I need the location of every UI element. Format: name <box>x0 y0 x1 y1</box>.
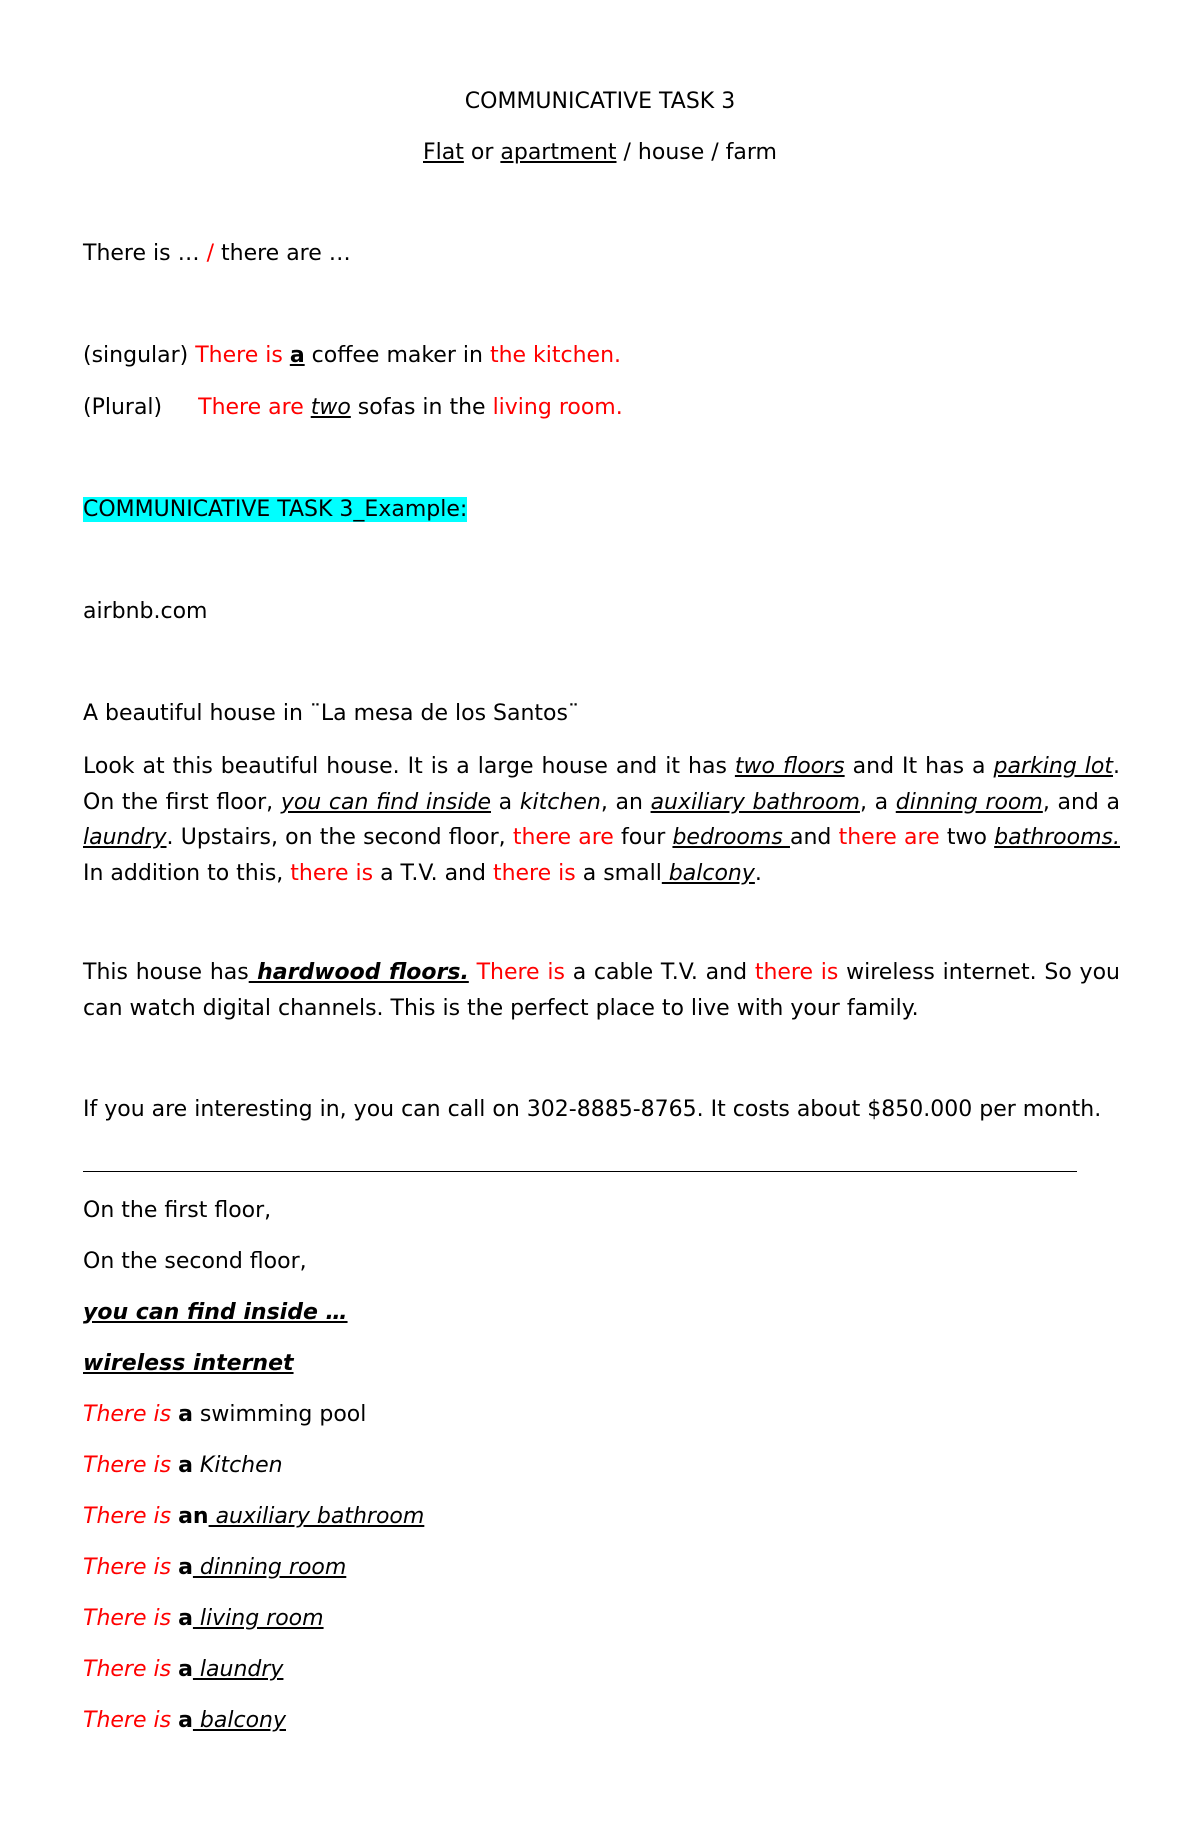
p1-text: , a <box>859 789 896 815</box>
p1-text: two <box>939 825 995 850</box>
subtitle-rest: / house / farm <box>616 140 777 165</box>
list-there-is: There is <box>83 1402 179 1427</box>
wireless-text: wireless internet <box>83 1351 294 1376</box>
title-text: COMMUNICATIVE TASK 3 <box>464 89 736 114</box>
p1-auxiliary-bathroom: auxiliary bathroom <box>650 789 860 815</box>
note-second-floor <box>83 1245 307 1279</box>
plural-there-are: There are <box>198 395 311 420</box>
list-item <box>83 1449 283 1483</box>
note-wireless <box>83 1347 294 1381</box>
there-are-text: there are … <box>214 241 351 266</box>
list-article: a <box>178 1708 193 1733</box>
first-floor-text: On the first floor, <box>83 1198 272 1223</box>
p2-text: a cable T.V. and <box>564 960 755 985</box>
list-item <box>83 1551 346 1585</box>
p1-text: In addition to this, <box>83 860 291 886</box>
list-there-is: There is <box>83 1708 179 1733</box>
slash: / <box>206 241 214 266</box>
find-inside-text: you can find inside … <box>83 1300 348 1325</box>
p1-kitchen: kitchen <box>519 789 601 815</box>
singular-article: a <box>289 343 305 368</box>
p1-bedrooms: bedrooms <box>672 825 790 850</box>
p3-text: If you are interesting in, you can call on 302-8885-8765. It costs about $850.000 per month. <box>83 1097 1102 1122</box>
subtitle-flat: Flat <box>423 140 464 165</box>
plural-place: living room. <box>492 395 623 420</box>
p2-hardwood-floors: hardwood floors. <box>248 960 469 985</box>
source-line <box>83 595 208 629</box>
house-title <box>83 697 579 731</box>
plural-label: (Plural) <box>83 395 163 420</box>
singular-there-is: There is <box>195 343 290 368</box>
subtitle-or: or <box>463 140 501 165</box>
p1-find-inside: you can find inside <box>280 789 491 815</box>
list-article: a <box>178 1657 193 1682</box>
singular-example <box>83 339 621 373</box>
list-noun: auxiliary bathroom <box>208 1504 425 1529</box>
list-item <box>83 1398 366 1432</box>
p1-text: , an <box>600 789 651 815</box>
list-article: a <box>178 1606 193 1631</box>
list-article: a <box>178 1555 193 1580</box>
horizontal-divider <box>83 1171 1077 1172</box>
p2-there-is: There is <box>476 960 565 985</box>
list-noun: dinning room <box>192 1555 347 1580</box>
note-find-inside <box>83 1296 348 1330</box>
list-item <box>83 1704 286 1738</box>
p2-there-is: there is <box>754 960 839 985</box>
p1-laundry: laundry <box>83 825 167 850</box>
p1-parking-lot: parking lot <box>993 754 1113 779</box>
source-text: airbnb.com <box>83 599 208 624</box>
list-article: a <box>178 1453 193 1478</box>
example-heading-text: COMMUNICATIVE TASK 3_Example: <box>83 497 468 522</box>
list-noun: Kitchen <box>192 1453 283 1478</box>
list-noun: swimming pool <box>192 1402 367 1427</box>
p2-text: wireless internet. So you can watch digital channels. This is the perfect place to live with your family. <box>83 960 1120 1021</box>
p1-there-is: there is <box>492 860 576 886</box>
paragraph-features <box>83 955 1120 1026</box>
list-noun: living room <box>192 1606 324 1631</box>
p2-text: This house has <box>83 960 249 985</box>
note-first-floor <box>83 1194 271 1228</box>
plural-quantity: two <box>310 395 351 420</box>
paragraph-description <box>83 749 1120 891</box>
p1-text: Look at this beautiful house. It is a large house and it has <box>83 754 735 779</box>
p1-text: . On the first floor, <box>83 754 1120 815</box>
p1-text: four <box>613 825 673 850</box>
p1-text: a small <box>575 860 662 886</box>
p1-there-are: there are <box>512 825 614 850</box>
example-heading <box>83 493 467 527</box>
p1-two-floors: two floors <box>734 754 845 779</box>
subtitle-apartment: apartment <box>500 140 617 165</box>
p1-text: , and a <box>1042 789 1120 815</box>
p1-text: and <box>790 825 839 850</box>
list-article: an <box>178 1504 209 1529</box>
there-is-there-are-line <box>83 237 351 271</box>
list-there-is: There is <box>83 1606 179 1631</box>
p1-text: a <box>491 789 520 815</box>
p1-text: and It has a <box>844 754 994 779</box>
list-there-is: There is <box>83 1453 179 1478</box>
p1-text: . Upstairs, on the second floor, <box>166 825 513 850</box>
second-floor-text: On the second floor, <box>83 1249 307 1274</box>
list-there-is: There is <box>83 1657 179 1682</box>
list-article: a <box>178 1402 193 1427</box>
page-subtitle <box>0 136 1200 170</box>
singular-label: (singular) <box>83 343 196 368</box>
list-noun: balcony <box>192 1708 286 1733</box>
list-noun: laundry <box>192 1657 284 1682</box>
p1-dinning-room: dinning room <box>895 789 1043 815</box>
p1-there-is: there is <box>290 860 374 886</box>
p1-bathrooms: bathrooms. <box>994 825 1120 850</box>
there-is-text: There is … <box>83 241 207 266</box>
p1-balcony: balcony <box>661 860 755 886</box>
list-there-is: There is <box>83 1555 179 1580</box>
list-item <box>83 1602 324 1636</box>
list-item <box>83 1653 283 1687</box>
page-title <box>0 85 1200 119</box>
plural-mid: sofas in the <box>350 395 493 420</box>
p2-text <box>469 960 477 985</box>
p1-there-are: there are <box>838 825 940 850</box>
plural-example <box>83 391 623 425</box>
singular-place: the kitchen. <box>489 343 622 368</box>
p1-text: a T.V. and <box>373 860 493 886</box>
singular-mid: coffee maker in <box>304 343 490 368</box>
p1-text: . <box>754 860 762 886</box>
paragraph-contact <box>83 1092 1120 1128</box>
list-item <box>83 1500 424 1534</box>
list-there-is: There is <box>83 1504 179 1529</box>
house-title-text: A beautiful house in ¨La mesa de los Santos¨ <box>83 701 579 726</box>
